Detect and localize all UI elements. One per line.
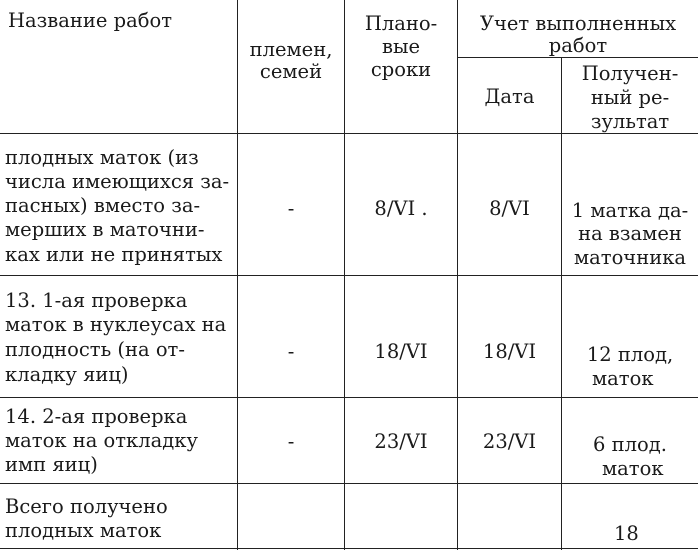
divider-table-bottom [0,548,698,549]
header-plan-line-1: Плано- [364,12,438,35]
header-name: Название работ [8,9,172,32]
row-4-name-line-1: Всего получено [5,495,168,518]
header-plan-line-3: сроки [370,58,432,81]
header-accounting-line-2: работ [548,34,608,57]
row-1-name-line-1: плодных маток (из [5,146,199,169]
row-3-name-line-2: маток на откладку [5,429,198,452]
row-1-family: - [287,197,295,220]
row-2-name-line-3: плодность (на от- [5,338,185,361]
row-2-date: 18/VI [482,340,537,363]
divider-row-1 [0,275,698,276]
row-3-result-line-1: 6 плод. [593,433,667,456]
row-2-name-line-4: кладку яиц) [5,363,129,386]
row-1-plan: 8/VI . [374,197,428,220]
row-2-plan: 18/VI [374,340,428,363]
row-3-result-line-2: маток [602,457,664,480]
header-date: Дата [484,85,535,108]
row-3-plan: 23/VI [374,430,428,453]
row-3-name-line-1: 14. 2-ая проверка [5,405,188,428]
header-result-line-1: Получен- [581,62,679,85]
row-1-name-line-2: числа имеющихся за- [5,170,230,193]
header-family-line-2: семей [259,60,323,83]
divider-row-2 [0,397,698,398]
row-1-name-line-4: мерших в маточни- [5,218,205,241]
header-accounting-line-1: Учет выполненных [479,12,677,35]
row-1-name-line-5: ках или не принятых [5,243,223,266]
row-4-result: 18 [614,522,639,545]
row-2-result-line-2: маток [592,367,654,390]
header-family-line-1: племен, [249,38,333,61]
row-1-name-line-3: пасных) вместо за- [5,194,201,217]
row-3-date: 23/VI [482,430,537,453]
row-2-result-line-1: 12 плод, [586,343,674,366]
row-1-date: 8/VI [489,197,530,220]
row-3-family: - [287,430,295,453]
header-result-line-3: зультат [590,110,670,133]
row-3-name-line-3: имп яиц) [5,453,98,476]
header-plan-line-2: вые [381,35,421,58]
row-2-name-line-1: 13. 1-ая проверка [5,289,188,312]
row-1-result-line-2: на взамен [578,222,682,245]
divider-row-3 [0,483,698,484]
row-1-result-line-1: 1 матка да- [571,199,689,222]
row-1-result-line-3: маточника [573,246,687,269]
row-2-family: - [287,340,295,363]
row-2-name-line-2: маток в нуклеусах на [5,313,227,336]
row-4-name-line-2: плодных маток [5,519,162,542]
header-result-line-2: ный ре- [590,86,670,109]
